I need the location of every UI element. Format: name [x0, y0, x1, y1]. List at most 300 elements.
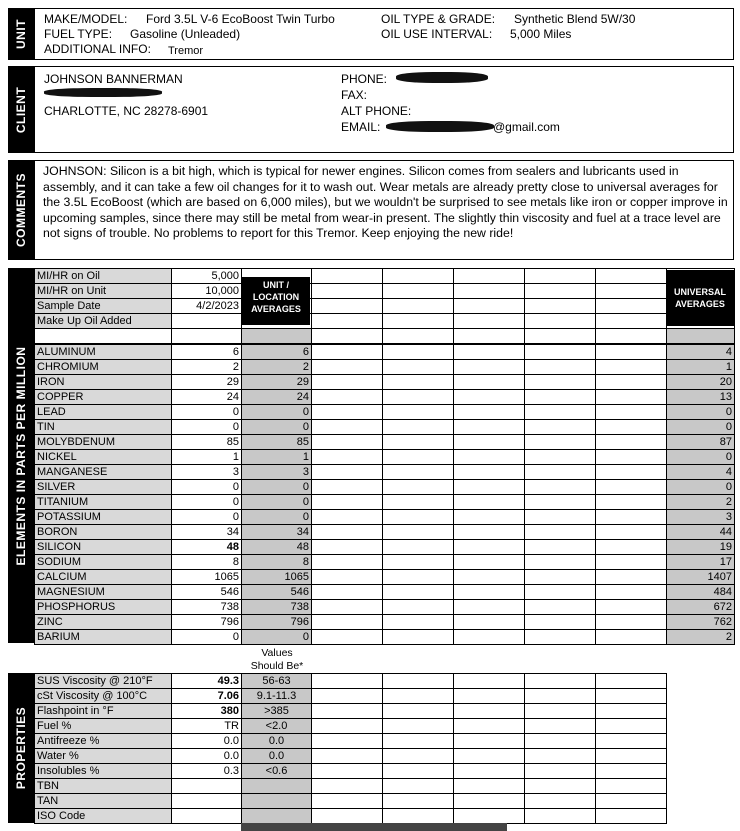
empty-cell: [525, 480, 596, 495]
empty-cell: [596, 570, 667, 585]
element-name: SILICON: [35, 540, 172, 555]
element-universal-avg: 672: [667, 600, 735, 615]
empty-cell: [454, 390, 525, 405]
element-name: MANGANESE: [35, 465, 172, 480]
element-row: [35, 465, 735, 480]
empty-cell: [596, 689, 667, 704]
property-row: [35, 794, 735, 809]
empty-cell: [596, 794, 667, 809]
property-row: [35, 674, 735, 689]
element-name: SODIUM: [35, 555, 172, 570]
empty-cell: [596, 480, 667, 495]
element-name: MAGNESIUM: [35, 585, 172, 600]
element-universal-avg: 87: [667, 435, 735, 450]
empty-cell: [525, 540, 596, 555]
empty-cell: [454, 314, 525, 329]
empty-cell: [596, 779, 667, 794]
element-unit-avg: 6: [242, 345, 312, 360]
empty-cell: [312, 585, 383, 600]
empty-cell: [383, 269, 454, 284]
property-name: ISO Code: [35, 809, 172, 824]
empty-cell: [525, 465, 596, 480]
empty-cell: [383, 284, 454, 299]
empty-cell: [454, 749, 525, 764]
element-value: 796: [172, 615, 242, 630]
empty-cell: [596, 435, 667, 450]
property-name: Fuel %: [35, 719, 172, 734]
universal-avg-header: UNIVERSAL AVERAGES: [666, 270, 734, 326]
empty-cell: [525, 360, 596, 375]
empty-cell: [312, 630, 383, 645]
fuel-type-value: Gasoline (Unleaded): [130, 27, 241, 41]
element-unit-avg: 8: [242, 555, 312, 570]
property-name: TAN: [35, 794, 172, 809]
element-unit-avg: 29: [242, 375, 312, 390]
element-value: 6: [172, 345, 242, 360]
empty-cell: [383, 435, 454, 450]
empty-cell: [525, 719, 596, 734]
empty-cell: [312, 525, 383, 540]
element-unit-avg: 24: [242, 390, 312, 405]
empty-cell: [525, 555, 596, 570]
element-value: 1065: [172, 570, 242, 585]
element-universal-avg: 0: [667, 405, 735, 420]
empty-cell: [312, 314, 383, 329]
empty-cell: [383, 689, 454, 704]
empty-cell: [596, 269, 667, 284]
property-row: [35, 749, 735, 764]
element-unit-avg: 0: [242, 420, 312, 435]
empty-cell: [525, 734, 596, 749]
oil-interval-label: OIL USE INTERVAL:: [381, 27, 493, 41]
empty-cell: [454, 420, 525, 435]
sample-row: [35, 314, 735, 329]
redacted-address: [44, 88, 162, 97]
empty-cell: [312, 719, 383, 734]
element-value: 8: [172, 555, 242, 570]
comments-text: JOHNSON: Silicon is a bit high, which is typical for newer engines. Silicon comes from sealers and lubricants used in assembly, and it can take a few oil changes for it to wash out. Wear metals are already pretty close to universal averages for the 3.5L EcoBoost (which are based on 6,000 miles), but we wouldn't be surprised to see metals like iron or copper improve in upcoming samples, since there may still be metal from wear-in present. The slightly thin viscosity and fuel at a trace level are not signs of trouble. No problems to report for this Tremor. Keep enjoying the new ride!: [43, 164, 728, 240]
unit-section-label: UNIT: [8, 8, 34, 60]
empty-cell: [383, 809, 454, 824]
element-unit-avg: 546: [242, 585, 312, 600]
empty-cell: [525, 345, 596, 360]
element-value: 24: [172, 390, 242, 405]
element-name: MOLYBDENUM: [35, 435, 172, 450]
element-name: BORON: [35, 525, 172, 540]
sample-label: Sample Date: [35, 299, 172, 314]
sample-label: Make Up Oil Added: [35, 314, 172, 329]
phone-label: PHONE:: [341, 72, 388, 86]
empty-cell: [312, 689, 383, 704]
property-should-be: [242, 794, 312, 809]
empty-cell: [525, 405, 596, 420]
empty-cell: [383, 674, 454, 689]
empty-cell: [383, 510, 454, 525]
element-universal-avg: 4: [667, 465, 735, 480]
property-name: Antifreeze %: [35, 734, 172, 749]
empty-cell: [525, 269, 596, 284]
element-name: PHOSPHORUS: [35, 600, 172, 615]
fax-label: FAX:: [341, 88, 368, 102]
empty-cell: [312, 345, 383, 360]
empty-cell: [454, 630, 525, 645]
property-should-be: <2.0: [242, 719, 312, 734]
element-universal-avg: 44: [667, 525, 735, 540]
empty-cell: [383, 764, 454, 779]
empty-cell: [383, 570, 454, 585]
element-value: 1: [172, 450, 242, 465]
empty-cell: [454, 375, 525, 390]
empty-cell: [525, 375, 596, 390]
client-section-label: CLIENT: [8, 66, 34, 153]
email-label: EMAIL:: [341, 120, 381, 134]
element-unit-avg: 0: [242, 495, 312, 510]
element-value: 0: [172, 420, 242, 435]
empty-cell: [383, 405, 454, 420]
element-row: [35, 555, 735, 570]
empty-cell: [312, 450, 383, 465]
empty-cell: [454, 570, 525, 585]
empty-cell: [525, 329, 596, 344]
element-universal-avg: 762: [667, 615, 735, 630]
empty-cell: [596, 465, 667, 480]
empty-cell: [312, 749, 383, 764]
element-universal-avg: 13: [667, 390, 735, 405]
oil-type-value: Synthetic Blend 5W/30: [514, 12, 636, 26]
oil-type-label: OIL TYPE & GRADE:: [381, 12, 496, 26]
property-row: [35, 704, 735, 719]
empty-cell: [454, 734, 525, 749]
element-row: [35, 495, 735, 510]
empty-cell: [596, 345, 667, 360]
element-unit-avg: 85: [242, 435, 312, 450]
empty-cell: [383, 555, 454, 570]
property-row: [35, 779, 735, 794]
element-name: IRON: [35, 375, 172, 390]
property-should-be: <0.6: [242, 764, 312, 779]
empty-cell: [454, 450, 525, 465]
element-universal-avg: 2: [667, 495, 735, 510]
empty-cell: [596, 585, 667, 600]
properties-section-label: PROPERTIES: [8, 673, 34, 823]
client-name: JOHNSON BANNERMAN: [44, 72, 183, 86]
element-name: BARIUM: [35, 630, 172, 645]
empty-cell: [383, 480, 454, 495]
property-should-be: 56-63: [242, 674, 312, 689]
empty-cell: [383, 465, 454, 480]
property-value: [172, 809, 242, 824]
property-name: Water %: [35, 749, 172, 764]
element-universal-avg: 3: [667, 510, 735, 525]
empty-cell: [525, 284, 596, 299]
element-universal-avg: 484: [667, 585, 735, 600]
property-value: 0.0: [172, 734, 242, 749]
empty-cell: [312, 420, 383, 435]
empty-cell: [383, 360, 454, 375]
spacer-row: [35, 329, 735, 344]
property-value: [172, 794, 242, 809]
empty-cell: [383, 314, 454, 329]
empty-cell: [383, 525, 454, 540]
empty-cell: [383, 450, 454, 465]
empty-cell: [454, 555, 525, 570]
element-row: [35, 480, 735, 495]
alt-phone-label: ALT PHONE:: [341, 104, 412, 118]
property-row: [35, 719, 735, 734]
empty-cell: [312, 794, 383, 809]
property-value: 49.3: [172, 674, 242, 689]
empty-cell: [596, 600, 667, 615]
empty-cell: [596, 704, 667, 719]
empty-cell: [525, 585, 596, 600]
empty-cell: [454, 809, 525, 824]
empty-cell: [312, 510, 383, 525]
empty-cell: [525, 435, 596, 450]
empty-cell: [454, 345, 525, 360]
empty-cell: [454, 764, 525, 779]
element-unit-avg: 34: [242, 525, 312, 540]
empty-cell: [383, 345, 454, 360]
element-name: POTASSIUM: [35, 510, 172, 525]
empty-cell: [312, 734, 383, 749]
element-unit-avg: 1: [242, 450, 312, 465]
empty-cell: [525, 299, 596, 314]
empty-cell: [454, 585, 525, 600]
element-name: TIN: [35, 420, 172, 435]
element-row: [35, 585, 735, 600]
empty-cell: [312, 284, 383, 299]
empty-cell: [383, 299, 454, 314]
element-name: NICKEL: [35, 450, 172, 465]
empty-cell: [383, 719, 454, 734]
empty-cell: [312, 615, 383, 630]
property-value: 380: [172, 704, 242, 719]
empty-cell: [525, 779, 596, 794]
element-unit-avg: 48: [242, 540, 312, 555]
empty-cell: [525, 704, 596, 719]
element-row: [35, 630, 735, 645]
empty-cell: [454, 719, 525, 734]
property-value: 0.0: [172, 749, 242, 764]
empty-cell: [596, 630, 667, 645]
empty-cell: [454, 525, 525, 540]
empty-cell: [596, 749, 667, 764]
element-universal-avg: 19: [667, 540, 735, 555]
element-row: [35, 510, 735, 525]
element-name: LEAD: [35, 405, 172, 420]
element-universal-avg: 0: [667, 480, 735, 495]
elements-section-label: ELEMENTS IN PARTS PER MILLION: [8, 268, 34, 643]
element-row: [35, 360, 735, 375]
empty-cell: [525, 525, 596, 540]
redacted-email: [386, 121, 494, 132]
empty-cell: [312, 375, 383, 390]
empty-cell: [312, 540, 383, 555]
element-value: 0: [172, 495, 242, 510]
sample-value: 4/2/2023: [172, 299, 242, 314]
empty-cell: [525, 809, 596, 824]
empty-cell: [525, 600, 596, 615]
empty-cell: [454, 674, 525, 689]
empty-cell: [525, 764, 596, 779]
empty-cell: [596, 450, 667, 465]
empty-cell: [312, 600, 383, 615]
empty-cell: [596, 764, 667, 779]
property-should-be: >385: [242, 704, 312, 719]
element-row: [35, 435, 735, 450]
element-unit-avg: 2: [242, 360, 312, 375]
empty-cell: [454, 689, 525, 704]
element-unit-avg: 3: [242, 465, 312, 480]
empty-cell: [383, 734, 454, 749]
sample-label: MI/HR on Unit: [35, 284, 172, 299]
element-value: 85: [172, 435, 242, 450]
element-value: 2: [172, 360, 242, 375]
oil-interval-value: 5,000 Miles: [510, 27, 572, 41]
elements-table: [34, 344, 735, 645]
property-value: 0.3: [172, 764, 242, 779]
property-name: cSt Viscosity @ 100°C: [35, 689, 172, 704]
element-row: [35, 375, 735, 390]
empty-cell: [383, 749, 454, 764]
make-model-value: Ford 3.5L V-6 EcoBoost Twin Turbo: [146, 12, 335, 26]
empty-cell: [454, 779, 525, 794]
empty-cell: [525, 749, 596, 764]
empty-cell: [312, 570, 383, 585]
empty-cell: [525, 314, 596, 329]
properties-table: [34, 673, 735, 824]
empty-cell: [454, 405, 525, 420]
element-value: 48: [172, 540, 242, 555]
element-universal-avg: 2: [667, 630, 735, 645]
empty-cell: [454, 794, 525, 809]
property-value: TR: [172, 719, 242, 734]
values-should-be-header: Values Should Be*: [250, 647, 304, 672]
sample-row: [35, 299, 735, 314]
property-value: 7.06: [172, 689, 242, 704]
sample-row: [35, 284, 735, 299]
empty-cell: [596, 615, 667, 630]
comments-section-label: COMMENTS: [8, 160, 34, 260]
empty-cell: [172, 329, 242, 344]
empty-cell: [525, 420, 596, 435]
empty-cell: [383, 585, 454, 600]
element-value: 34: [172, 525, 242, 540]
empty-cell: [525, 630, 596, 645]
empty-cell: [596, 390, 667, 405]
empty-cell: [596, 405, 667, 420]
element-name: SILVER: [35, 480, 172, 495]
element-unit-avg: 0: [242, 510, 312, 525]
empty-cell: [383, 329, 454, 344]
empty-cell: [596, 510, 667, 525]
property-row: [35, 734, 735, 749]
empty-cell: [312, 704, 383, 719]
empty-cell: [596, 555, 667, 570]
empty-cell: [596, 360, 667, 375]
property-should-be: [242, 779, 312, 794]
empty-cell: [596, 375, 667, 390]
empty-cell: [383, 495, 454, 510]
sample-row: [35, 269, 735, 284]
empty-cell: [596, 719, 667, 734]
empty-cell: [312, 465, 383, 480]
empty-cell: [667, 329, 735, 344]
empty-cell: [312, 809, 383, 824]
property-should-be: 9.1-11.3: [242, 689, 312, 704]
empty-cell: [525, 390, 596, 405]
empty-cell: [383, 390, 454, 405]
fuel-type-label: FUEL TYPE:: [44, 27, 113, 41]
empty-cell: [454, 615, 525, 630]
element-row: [35, 450, 735, 465]
sample-info-table: [34, 268, 735, 344]
empty-cell: [454, 360, 525, 375]
element-value: 0: [172, 630, 242, 645]
element-name: CALCIUM: [35, 570, 172, 585]
empty-cell: [312, 480, 383, 495]
empty-cell: [525, 570, 596, 585]
empty-cell: [312, 390, 383, 405]
element-name: COPPER: [35, 390, 172, 405]
page-bottom-bar: [241, 823, 507, 831]
element-unit-avg: 0: [242, 630, 312, 645]
sample-value: 5,000: [172, 269, 242, 284]
property-value: [172, 779, 242, 794]
property-row: [35, 809, 735, 824]
empty-cell: [596, 525, 667, 540]
element-unit-avg: 0: [242, 480, 312, 495]
element-name: CHROMIUM: [35, 360, 172, 375]
element-universal-avg: 4: [667, 345, 735, 360]
element-row: [35, 570, 735, 585]
empty-cell: [454, 600, 525, 615]
property-row: [35, 689, 735, 704]
empty-cell: [454, 299, 525, 314]
empty-cell: [525, 674, 596, 689]
empty-cell: [525, 615, 596, 630]
empty-cell: [383, 600, 454, 615]
property-should-be: 0.0: [242, 734, 312, 749]
property-name: Insolubles %: [35, 764, 172, 779]
element-value: 546: [172, 585, 242, 600]
element-value: 3: [172, 465, 242, 480]
empty-cell: [312, 435, 383, 450]
element-universal-avg: 0: [667, 420, 735, 435]
client-city: CHARLOTTE, NC 28278-6901: [44, 104, 209, 118]
element-name: ZINC: [35, 615, 172, 630]
element-value: 0: [172, 480, 242, 495]
empty-cell: [596, 299, 667, 314]
element-row: [35, 345, 735, 360]
sample-value: [172, 314, 242, 329]
empty-cell: [454, 704, 525, 719]
empty-cell: [383, 794, 454, 809]
element-row: [35, 405, 735, 420]
empty-cell: [454, 540, 525, 555]
make-model-label: MAKE/MODEL:: [44, 12, 128, 26]
additional-info-label: ADDITIONAL INFO:: [44, 42, 151, 56]
property-name: TBN: [35, 779, 172, 794]
empty-cell: [596, 329, 667, 344]
element-universal-avg: 1: [667, 360, 735, 375]
empty-cell: [454, 510, 525, 525]
empty-cell: [596, 809, 667, 824]
element-row: [35, 390, 735, 405]
element-row: [35, 420, 735, 435]
empty-cell: [312, 269, 383, 284]
empty-cell: [596, 540, 667, 555]
